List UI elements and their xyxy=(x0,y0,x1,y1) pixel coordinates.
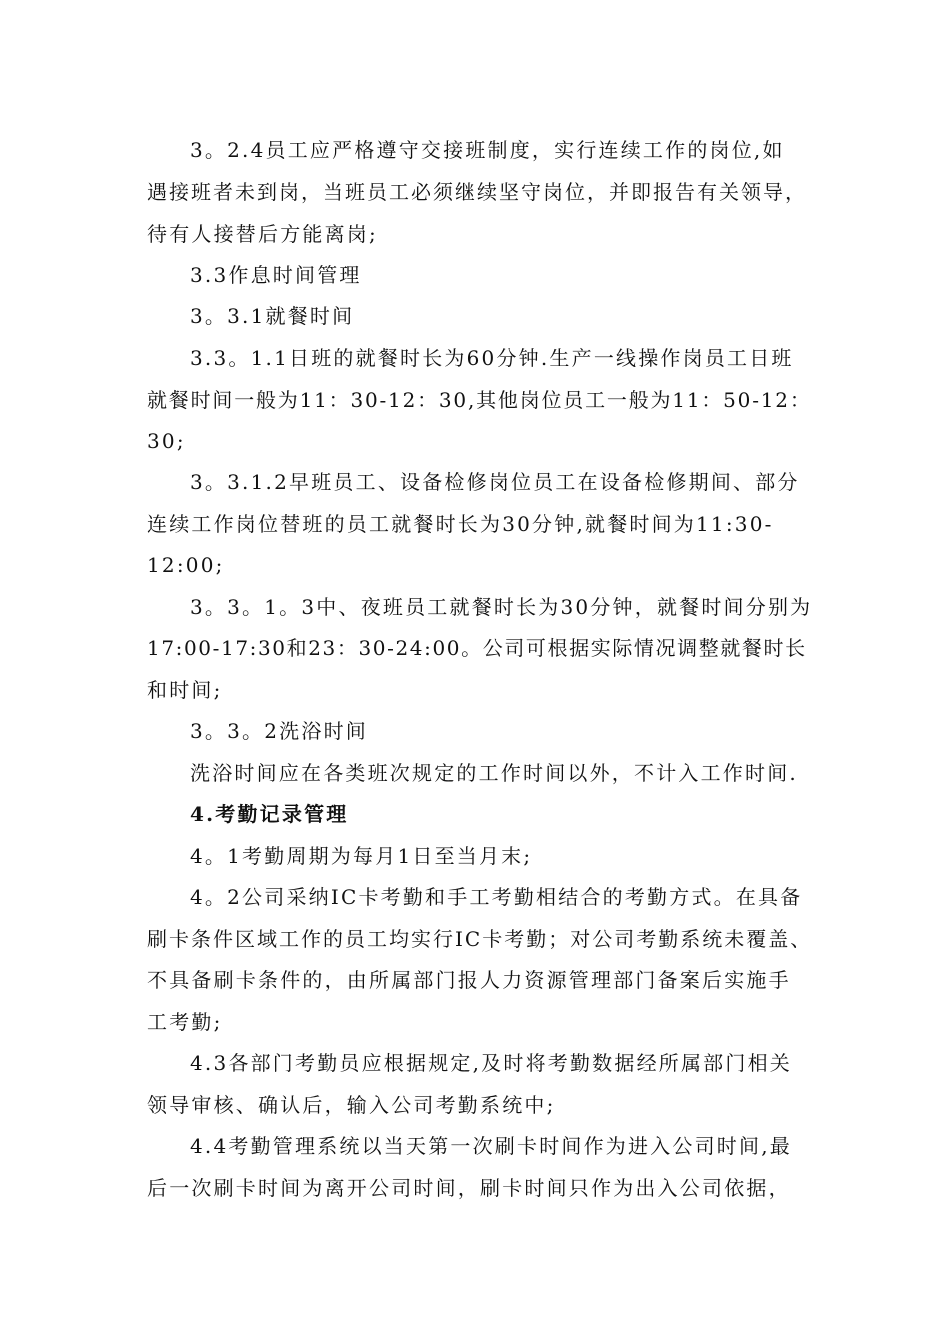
text-line: 连续工作岗位替班的员工就餐时长为30分钟,就餐时间为11:30- xyxy=(147,512,774,536)
text-line: 4.4考勤管理系统以当天第一次刷卡时间作为进入公司时间,最 xyxy=(190,1134,792,1158)
text-line: 领导审核、确认后，输入公司考勤系统中; xyxy=(147,1093,556,1117)
text-line: 3。3.1.2早班员工、设备检修岗位员工在设备检修期间、部分 xyxy=(190,470,800,494)
text-line: 3。3。2洗浴时间 xyxy=(190,719,368,743)
text-line: 4。2公司采纳IC卡考勤和手工考勤相结合的考勤方式。在具备 xyxy=(190,885,803,909)
text-line: 工考勤; xyxy=(147,1010,223,1034)
section-heading: 4.考勤记录管理 xyxy=(190,802,349,826)
text-line: 洗浴时间应在各类班次规定的工作时间以外，不计入工作时间. xyxy=(190,761,798,785)
text-line: 和时间; xyxy=(147,678,223,702)
text-line: 后一次刷卡时间为离开公司时间，刷卡时间只作为出入公司依据， xyxy=(147,1176,791,1200)
text-line: 3。3。1。3中、夜班员工就餐时长为30分钟，就餐时间分别为 xyxy=(190,595,813,619)
text-line: 4。1考勤周期为每月1日至当月末; xyxy=(190,844,533,868)
text-line: 3。3.1就餐时间 xyxy=(190,304,355,328)
text-line: 3.3作息时间管理 xyxy=(190,263,362,287)
text-line: 4.3各部门考勤员应根据规定,及时将考勤数据经所属部门相关 xyxy=(190,1051,792,1075)
text-line: 待有人接替后方能离岗; xyxy=(147,222,378,246)
text-line: 3.3。1.1日班的就餐时长为60分钟.生产一线操作岗员工日班 xyxy=(190,346,794,370)
text-line: 3。2.4员工应严格遵守交接班制度，实行连续工作的岗位,如 xyxy=(190,138,785,162)
text-line: 30; xyxy=(147,429,186,453)
text-line: 就餐时间一般为11：30-12：30,其他岗位员工一般为11：50-12： xyxy=(147,388,812,412)
text-line: 12:00; xyxy=(147,553,225,577)
text-line: 不具备刷卡条件的，由所属部门报人力资源管理部门备案后实施手 xyxy=(147,968,791,992)
text-line: 17:00-17:30和23：30-24:00。公司可根据实际情况调整就餐时长 xyxy=(147,636,807,660)
text-line: 刷卡条件区域工作的员工均实行IC卡考勤；对公司考勤系统未覆盖、 xyxy=(147,927,813,951)
text-line: 遇接班者未到岗，当班员工必须继续坚守岗位，并即报告有关领导， xyxy=(147,180,807,204)
